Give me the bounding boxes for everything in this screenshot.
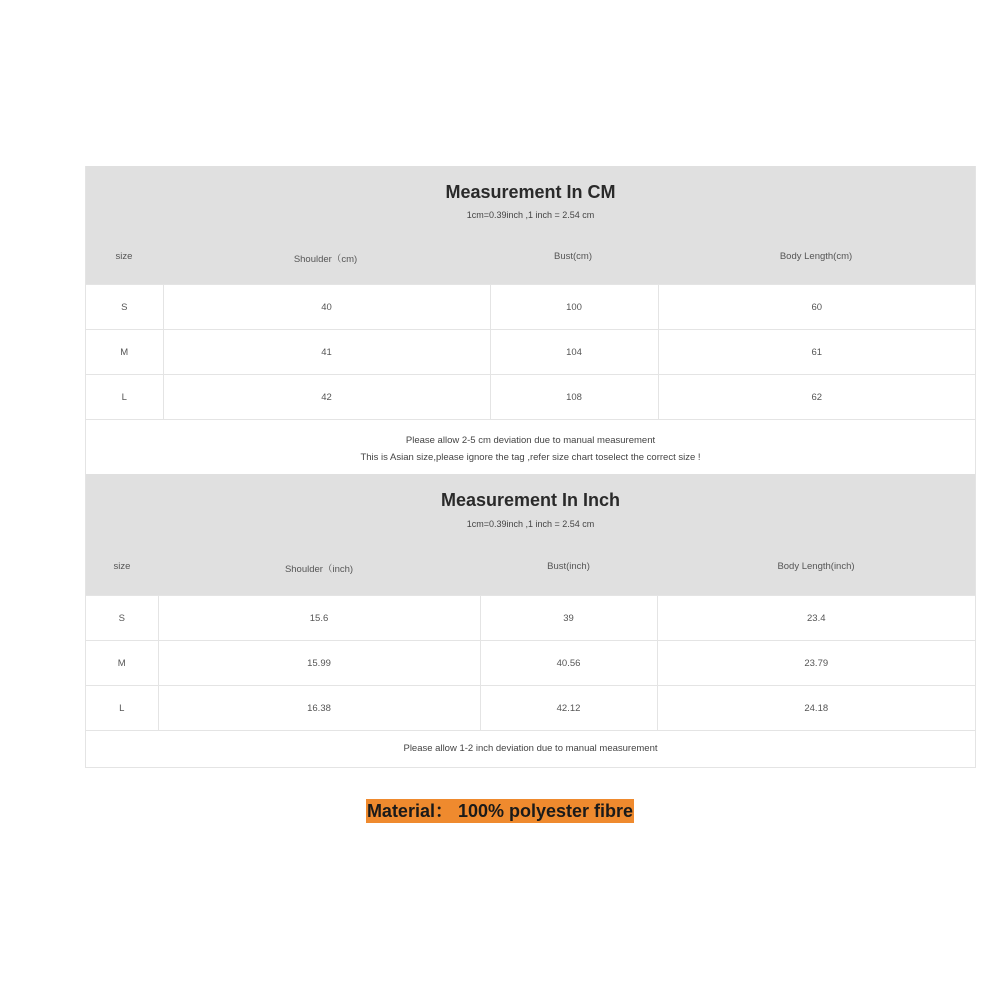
chart-header [86,166,975,284]
header-bust: Bust(cm) [554,251,592,262]
size-table [86,284,975,419]
cell-bust: 108 [490,375,658,420]
header-shoulder: Shoulder（cm) [293,254,358,265]
cell-bust: 104 [490,330,658,375]
cell-body-length: 24.18 [657,686,975,731]
size-chart-cm [85,166,976,474]
chart-subtitle: 1cm=0.39inch ,1 inch = 2.54 cm [466,519,595,529]
cell-bust: 40.56 [480,641,657,686]
cell-body-length: 61 [658,330,975,375]
material-banner [0,797,1000,823]
cell-shoulder: 41 [163,330,490,375]
chart-header [86,474,975,595]
header-body-length: Body Length(inch) [777,561,855,572]
cell-size: S [86,285,163,330]
table-row [86,330,975,375]
column-headers [86,251,975,271]
cell-size: L [86,686,158,731]
cell-body-length: 60 [658,285,975,330]
header-bust: Bust(inch) [547,561,590,572]
table-row [86,641,975,686]
cell-size: S [86,596,158,641]
cell-shoulder: 40 [163,285,490,330]
chart-subtitle: 1cm=0.39inch ,1 inch = 2.54 cm [466,210,595,220]
table-row [86,285,975,330]
table-row [86,375,975,420]
table-row [86,596,975,641]
cell-bust: 42.12 [480,686,657,731]
cell-shoulder: 42 [163,375,490,420]
note-line: This is Asian size,please ignore the tag ,refer size chart toselect the correct size ! [360,452,701,463]
header-size: size [113,561,131,572]
cell-shoulder: 15.6 [158,596,480,641]
column-headers [86,561,975,581]
note-line: Please allow 1-2 inch deviation due to manual measurement [403,743,658,754]
size-chart-inch [85,474,976,768]
note-line: Please allow 2-5 cm deviation due to manual measurement [405,435,656,446]
cell-body-length: 23.79 [657,641,975,686]
table-row [86,686,975,731]
cell-size: L [86,375,163,420]
cell-body-length: 62 [658,375,975,420]
header-shoulder: Shoulder（inch) [284,564,354,575]
header-body-length: Body Length(cm) [779,251,853,262]
cell-size: M [86,330,163,375]
cell-bust: 39 [480,596,657,641]
size-table [86,595,975,730]
deviation-note [86,419,975,474]
deviation-note [86,730,975,768]
cell-shoulder: 15.99 [158,641,480,686]
cell-body-length: 23.4 [657,596,975,641]
cell-size: M [86,641,158,686]
chart-title: Measurement In CM [445,182,616,202]
header-size: size [115,251,133,262]
material-text: Material： 100% polyester fibre [366,801,634,821]
chart-title: Measurement In Inch [440,490,621,510]
cell-shoulder: 16.38 [158,686,480,731]
cell-bust: 100 [490,285,658,330]
